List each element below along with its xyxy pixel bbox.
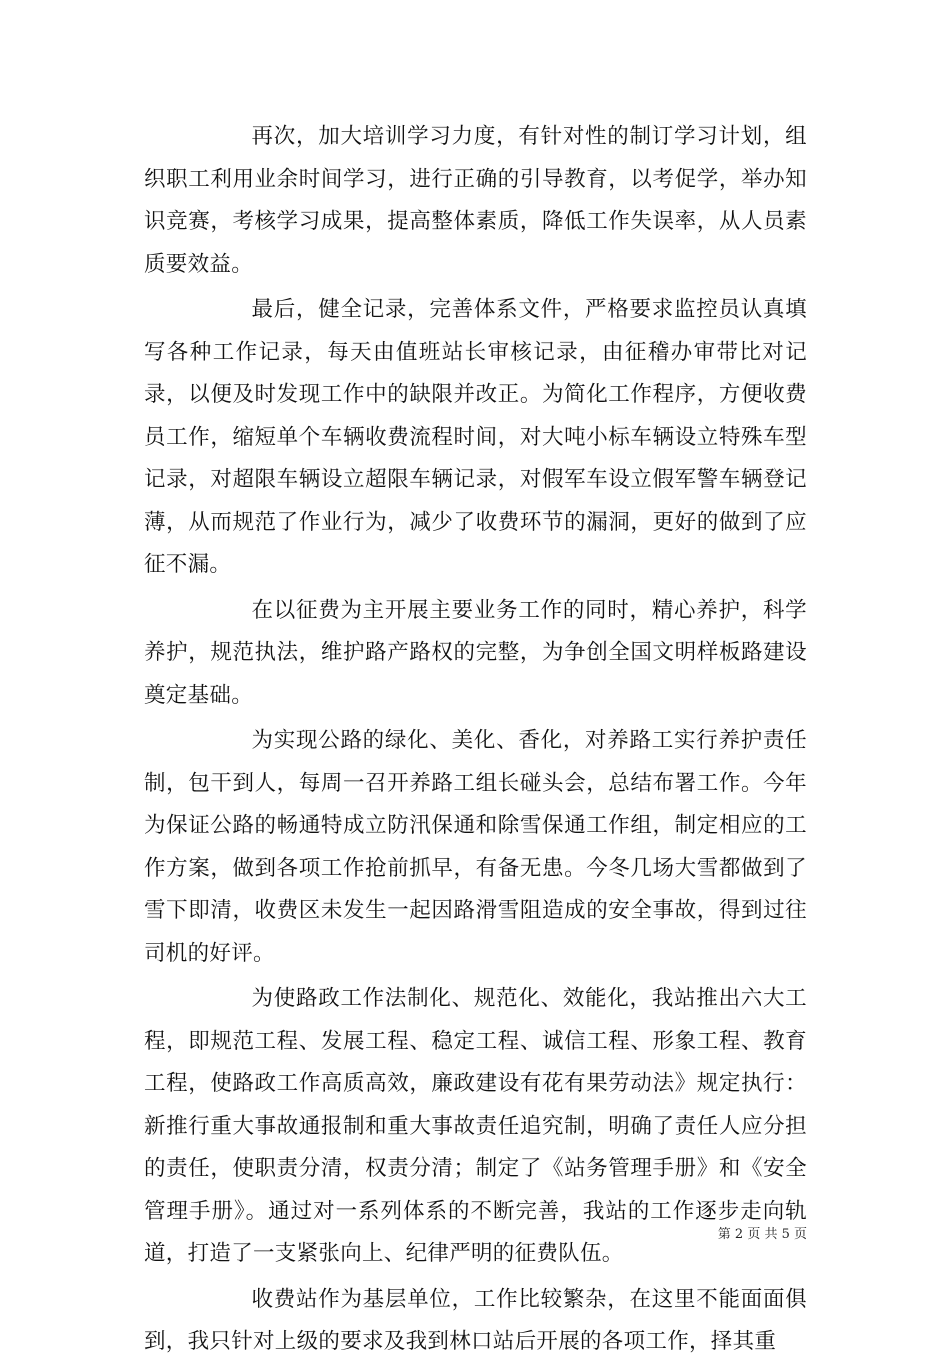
paragraph-road-administration: 为使路政工作法制化、规范化、效能化，我站推出六大工程，即规范工程、发展工程、稳定工程、诚信工程、形象工程、教育工程，使路政工作高质高效，廉政建设有花有果劳动法》规定执行：新推行重大事故通报制和重大事故责任追究制，明确了责任人应分担的责任，使职责分清，权责分清；制定了《站务管理手册》和《安全管理手册》。通过对一系列体系的不断完善，我站的工作逐步走向轨道，打造了一支紧张向上、纪律严明的征费队伍。 (144, 986, 807, 1266)
paragraph-records: 最后，健全记录，完善体系文件，严格要求监控员认真填写各种工作记录，每天由值班站长审核记录，由征稽办审带比对记录，以便及时发现工作中的缺限并改正。为简化工作程序，方便收费员工作，缩短单个车辆收费流程时间，对大吨小标车辆设立特殊车型记录，对超限车辆设立超限车辆记录，对假军车设立假军警车辆登记薄，从而规范了作业行为，减少了收费环节的漏洞，更好的做到了应征不漏。 (144, 297, 807, 577)
paragraph-training: 再次，加大培训学习力度，有针对性的制订学习计划，组织职工利用业余时间学习，进行正确的引导教育，以考促学，举办知识竞赛，考核学习成果，提高整体素质，降低工作失误率，从人员素质要效益。 (144, 124, 807, 277)
document-body (144, 116, 807, 1367)
page-number-footer: 第 2 页 共 5 页 (717, 1227, 807, 1242)
paragraph-maintenance: 在以征费为主开展主要业务工作的同时，精心养护，科学养护，规范执法，维护路产路权的完整，为争创全国文明样板路建设奠定基础。 (144, 597, 807, 708)
paragraph-summary: 收费站作为基层单位，工作比较繁杂，在这里不能面面俱到，我只针对上级的要求及我到林口站后开展的各项工作，择其重 (144, 1286, 807, 1354)
paragraph-greening: 为实现公路的绿化、美化、香化，对养路工实行养护责任制，包干到人，每周一召开养路工组长碰头会，总结布署工作。今年为保证公路的畅通特成立防汛保通和除雪保通工作组，制定相应的工作方案，做到各项工作抢前抓早，有备无患。今冬几场大雪都做到了雪下即清，收费区未发生一起因路滑雪阻造成的安全事故，得到过往司机的好评。 (144, 728, 807, 966)
